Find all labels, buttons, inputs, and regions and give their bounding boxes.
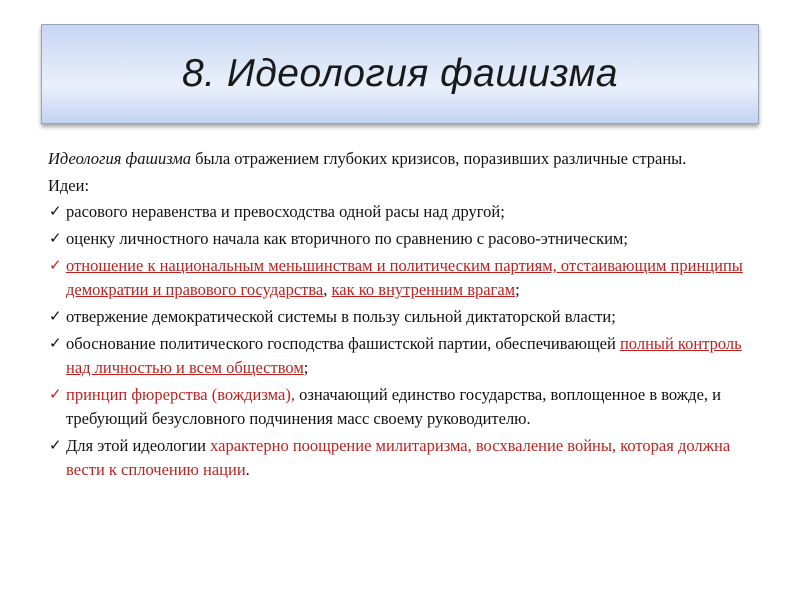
- list-item: [48, 200, 760, 224]
- checkmark-icon: ✓: [49, 334, 62, 352]
- title-banner: [41, 24, 759, 124]
- item-highlight: отношение к национальным меньшинствам и политическим партиям, отстаивающим принципы демократии и правового государства: [66, 256, 743, 299]
- ideas-label: Идеи:: [48, 176, 90, 195]
- list-item: [48, 332, 760, 380]
- slide-content: [48, 147, 760, 485]
- intro-term: Идеология фашизма: [48, 149, 192, 168]
- checkmark-icon: ✓: [49, 202, 62, 220]
- checkmark-icon: ✓: [49, 256, 62, 274]
- intro-text: была отражением глубоких кризисов, поразивших различные страны.: [191, 149, 687, 168]
- intro-paragraph: [48, 147, 760, 171]
- item-separator: ,: [323, 280, 332, 299]
- item-highlight: принцип фюрерства (вождизма),: [66, 385, 295, 404]
- item-text: расового неравенства и превосходства одной расы над другой;: [66, 202, 505, 221]
- item-end: ;: [515, 280, 520, 299]
- list-item: [48, 227, 760, 251]
- item-text: означающий единство государства, воплощенное в вожде, и требующий безусловного подчинения масс своему руководителю.: [66, 385, 721, 428]
- item-end: .: [245, 460, 250, 479]
- list-item: [48, 305, 760, 329]
- item-highlight: полный контроль над личностью и всем обществом: [66, 334, 742, 377]
- checkmark-icon: ✓: [49, 436, 62, 454]
- item-end: ;: [303, 358, 309, 377]
- list-item: [48, 254, 760, 302]
- item-highlight: характерно поощрение милитаризма, восхваление войны, которая должна вести к сплочению нации: [66, 436, 731, 479]
- ideas-list: [48, 200, 760, 482]
- item-text: отвержение демократической системы в пользу сильной диктаторской власти;: [66, 307, 616, 326]
- item-text: оценку личностного начала как вторичного по сравнению с расово-этническим;: [66, 229, 628, 248]
- slide-title: 8. Идеология фашизма: [181, 52, 619, 95]
- checkmark-icon: ✓: [49, 385, 62, 403]
- item-text: обоснование политического господства фашистской партии, обеспечивающей: [66, 334, 620, 353]
- checkmark-icon: ✓: [49, 307, 62, 325]
- checkmark-icon: ✓: [49, 229, 62, 247]
- list-item: [48, 434, 760, 482]
- item-highlight-2: как ко внутренним врагам: [331, 280, 516, 299]
- item-text: Для этой идеологии: [66, 436, 211, 455]
- list-item: [48, 383, 760, 431]
